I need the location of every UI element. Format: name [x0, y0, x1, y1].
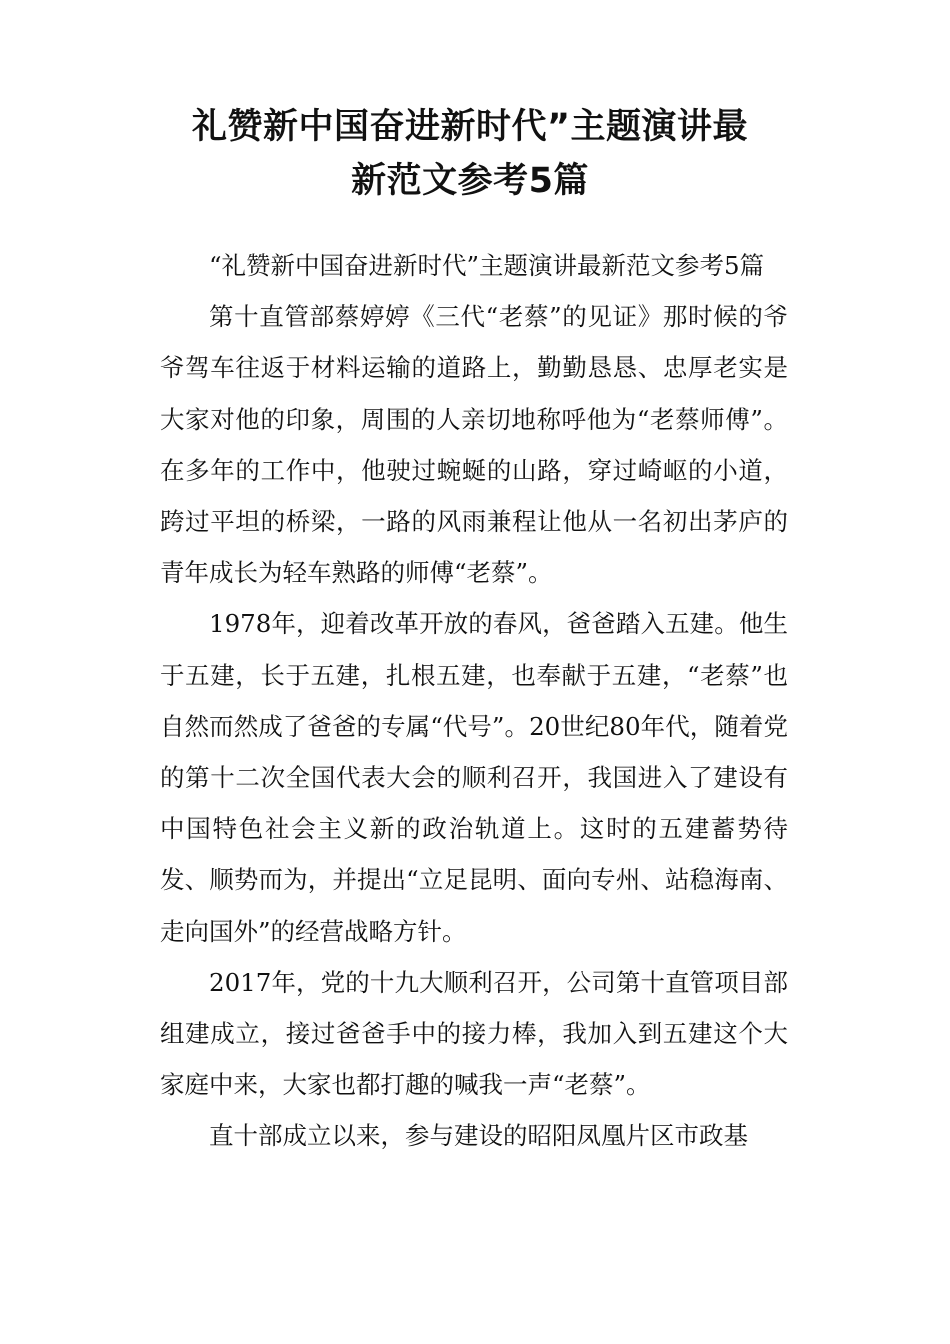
- paragraph-2: 1978年，迎着改革开放的春风，爸爸踏入五建。他生于五建，长于五建，扎根五建，也奉献于五建，“老蔡”也自然而然成了爸爸的专属“代号”。20世纪80年代，随着党的第十二次全国代表大会的顺利召开，我国进入了建设有中国特色社会主义新的政治轨道上。这时的五建蓄势待发、顺势而为，并提出“立足昆明、面向专州、站稳海南、走向国外”的经营战略方针。: [160, 609, 788, 946]
- paragraph-1: 第十直管部蔡婷婷《三代“老蔡”的见证》那时候的爷爷驾车往返于材料运输的道路上，勤勤恳恳、忠厚老实是大家对他的印象，周围的人亲切地称呼他为“老蔡师傅”。在多年的工作中，他驶过蜿蜒的山路，穿过崎岖的小道，跨过平坦的桥梁，一路的风雨兼程让他从一名初出茅庐的青年成长为轻车熟路的师傅“老蔡”。: [160, 302, 788, 588]
- paragraph-3: 2017年，党的十九大顺利召开，公司第十直管项目部组建成立，接过爸爸手中的接力棒，我加入到五建这个大家庭中来，大家也都打趣的喊我一声“老蔡”。: [160, 967, 788, 1100]
- title-line-2: 新范文参考5篇: [351, 161, 589, 201]
- document-body: [160, 240, 788, 1162]
- paragraph-subtitle: “礼赞新中国奋进新时代”主题演讲最新范文参考5篇: [209, 251, 765, 280]
- title-line-1: 礼赞新中国奋进新时代”主题演讲最: [191, 107, 748, 147]
- paragraph-4: 直十部成立以来，参与建设的昭阳凤凰片区市政基: [209, 1121, 748, 1151]
- document-title: [150, 100, 790, 208]
